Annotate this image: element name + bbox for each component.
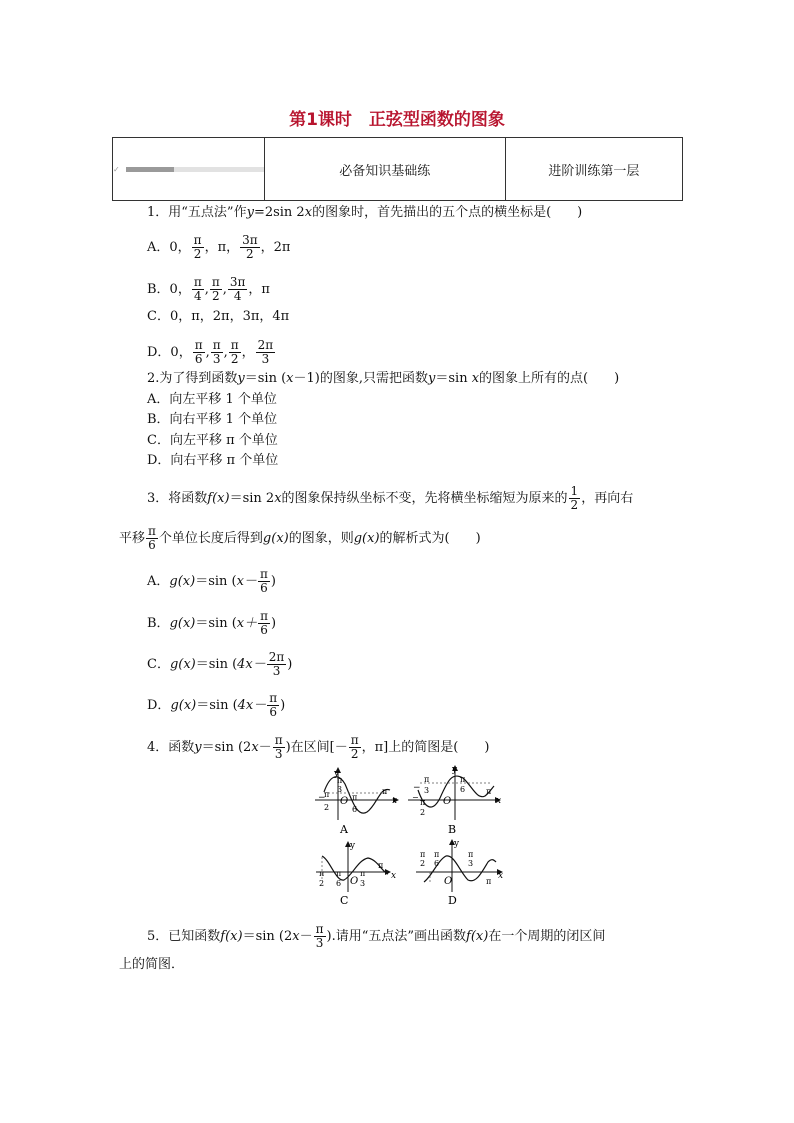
- q2-stem: 2.为了得到函数y＝sin (x－1)的图象,只需把函数y＝sin x的图象上所有的点( ): [147, 371, 620, 386]
- q3-option-b[interactable]: B．g(x)＝sin (x＋ $\frac{\pi}{6}$ ): [147, 609, 277, 637]
- svg-text:π: π: [420, 850, 426, 859]
- q1-option-b[interactable]: B．0， $\frac{\pi}{4}$ , $\frac{\pi}{2}$ , $\frac{3\pi}{4}$ ，π: [147, 275, 270, 303]
- header-basic-practice: 必备知识基础练: [264, 138, 505, 201]
- svg-text:−: −: [413, 783, 421, 793]
- svg-text:π: π: [420, 798, 426, 807]
- svg-text:6: 6: [460, 785, 466, 794]
- svg-text:π: π: [319, 869, 325, 878]
- svg-text:O: O: [444, 876, 453, 887]
- q3-stem-line2: 平移 $\frac{\pi}{6}$ 个单位长度后得到g(x)的图象，则g(x)的解析式为( ): [119, 524, 481, 552]
- svg-text:O: O: [350, 876, 359, 887]
- svg-text:π: π: [324, 790, 330, 799]
- q4-stem: 4．函数y＝sin (2x－ $\frac{\pi}{3}$ )在区间[－ $\frac{\pi}{2}$ ，π]上的简图是( ): [147, 733, 490, 761]
- q3-option-c[interactable]: C．g(x)＝sin (4x－ $\frac{2\pi}{3}$ ): [147, 650, 293, 678]
- svg-text:π: π: [486, 877, 492, 886]
- svg-text:O: O: [443, 796, 452, 807]
- svg-text:y: y: [334, 769, 340, 779]
- svg-text:−: −: [318, 793, 326, 803]
- page-title: 第1课时 正弦型函数的图象: [289, 110, 505, 130]
- svg-text:x: x: [498, 871, 504, 881]
- svg-text:π: π: [434, 850, 440, 859]
- svg-text:D: D: [448, 894, 457, 907]
- q2-option-a[interactable]: A．向左平移 1 个单位: [147, 392, 277, 407]
- svg-text:C: C: [340, 894, 349, 907]
- q3-option-d[interactable]: D．g(x)＝sin (4x－ $\frac{\pi}{6}$ ): [147, 691, 286, 719]
- q1-option-c[interactable]: C．0，π，2π，3π，4π: [147, 309, 290, 324]
- svg-text:2: 2: [420, 859, 426, 868]
- section-header-table: [112, 137, 683, 201]
- svg-text:y: y: [452, 765, 458, 775]
- graph-c[interactable]: [316, 841, 396, 907]
- graph-a[interactable]: [315, 768, 398, 836]
- svg-text:2: 2: [420, 808, 426, 817]
- svg-text:3: 3: [360, 879, 366, 888]
- svg-text:O: O: [340, 796, 349, 807]
- svg-text:A: A: [340, 823, 348, 836]
- q3-option-a[interactable]: A．g(x)＝sin (x－ $\frac{\pi}{6}$ ): [147, 567, 276, 595]
- svg-text:π: π: [382, 787, 388, 796]
- svg-text:3: 3: [424, 786, 430, 795]
- svg-text:π: π: [460, 775, 466, 784]
- q2-option-d[interactable]: D．向右平移 π 个单位: [147, 453, 279, 468]
- progress-bar: [126, 167, 264, 172]
- svg-text:π: π: [424, 775, 430, 784]
- svg-text:2: 2: [324, 803, 330, 812]
- svg-text:x: x: [496, 796, 502, 806]
- svg-text:x: x: [392, 796, 398, 806]
- svg-text:π: π: [336, 869, 342, 878]
- svg-text:π: π: [360, 869, 366, 878]
- svg-text:π: π: [337, 776, 343, 785]
- svg-text:6: 6: [352, 805, 358, 814]
- q2-option-c[interactable]: C．向左平移 π 个单位: [147, 433, 278, 448]
- svg-text:π: π: [378, 861, 384, 870]
- svg-text:−: −: [412, 793, 419, 802]
- svg-text:6: 6: [434, 859, 440, 868]
- svg-text:6: 6: [336, 879, 342, 888]
- graph-d[interactable]: [416, 839, 503, 907]
- svg-text:3: 3: [337, 785, 343, 794]
- graph-b[interactable]: [408, 765, 501, 836]
- q5-stem-line1: 5．已知函数f(x)＝sin (2x－ $\frac{\pi}{3}$ ).请用“五点法”画出函数f(x)在一个周期的闭区间: [147, 922, 606, 950]
- q1-stem: 1．用“五点法”作y=2sin 2x的图象时，首先描出的五个点的横坐标是( ): [147, 205, 583, 220]
- progress-fill: [126, 167, 174, 172]
- check-icon: ✓: [113, 164, 120, 174]
- svg-text:y: y: [454, 839, 460, 849]
- svg-text:B: B: [448, 823, 457, 836]
- progress-cell: [113, 138, 265, 201]
- svg-text:π: π: [486, 787, 492, 796]
- svg-text:π: π: [352, 793, 358, 802]
- svg-text:π: π: [468, 850, 474, 859]
- svg-text:2: 2: [319, 879, 325, 888]
- q2-option-b[interactable]: B．向右平移 1 个单位: [147, 412, 278, 427]
- q1-option-a[interactable]: A．0， $\frac{\pi}{2}$ ，π， $\frac{3\pi}{2}$ ，2π: [147, 233, 291, 261]
- q3-stem-line1: 3．将函数f(x)＝sin 2x的图象保持纵坐标不变，先将横坐标缩短为原来的 $\frac{1}{2}$ ，再向右: [147, 484, 634, 512]
- svg-text:x: x: [391, 871, 397, 881]
- header-advanced-practice: 进阶训练第一层: [505, 138, 682, 201]
- q1-option-d[interactable]: D．0， $\frac{\pi}{6}$ , $\frac{\pi}{3}$ , $\frac{\pi}{2}$ ， $\frac{2\pi}{3}$: [147, 338, 274, 366]
- svg-text:y: y: [350, 841, 356, 851]
- q5-stem-line2: 上的简图．: [119, 957, 185, 972]
- svg-text:3: 3: [468, 859, 474, 868]
